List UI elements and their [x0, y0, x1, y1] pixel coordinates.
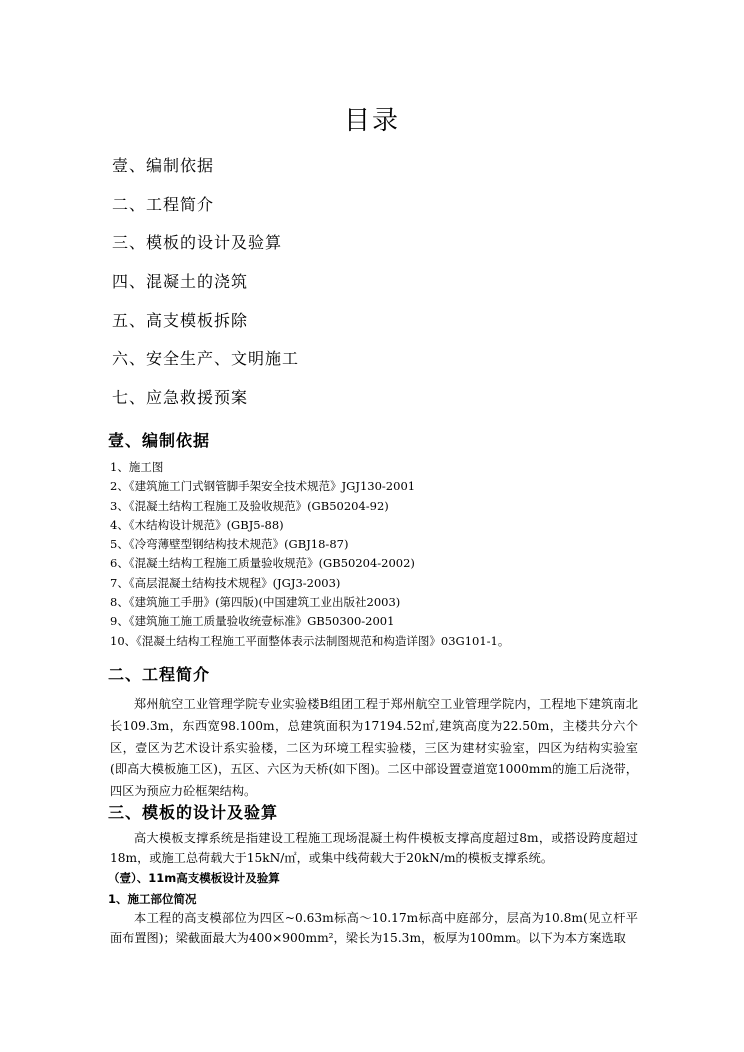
subsubsection-heading: 1、施工部位简况	[108, 892, 197, 906]
section-heading-design: 三、模板的设计及验算	[108, 803, 279, 822]
subsection-heading: （壹）、11m高支模板设计及验算	[108, 871, 280, 885]
reference-item: 10、《混凝土结构工程施工平面整体表示法制图规范和构造详图》03G101-1。	[110, 633, 510, 648]
design-paragraph: 高大模板支撑系统是指建设工程施工现场混凝土构件模板支撑高度超过8m，或搭设跨度超过18m，或施工总荷载大于15kN/㎡，或集中线荷载大于20kN/m的模板支撑系统。	[110, 831, 638, 865]
reference-item: 2、《建筑施工门式钢管脚手架安全技术规范》JGJ130-2001	[110, 479, 416, 494]
toc-item[interactable]: 七、应急救援预案	[112, 388, 249, 408]
section-heading-basis: 壹、编制依据	[108, 431, 211, 450]
page-title: 目录	[343, 106, 400, 136]
toc-item[interactable]: 五、高支模板拆除	[112, 310, 249, 330]
reference-item: 5、《冷弯薄壁型钢结构技术规范》(GBJ18-87)	[110, 537, 349, 552]
toc-item[interactable]: 四、混凝土的浇筑	[112, 272, 249, 292]
reference-list	[110, 459, 509, 652]
table-of-contents	[112, 154, 299, 425]
reference-item: 1、施工图	[110, 460, 164, 474]
reference-item: 6、《混凝土结构工程施工质量验收规范》(GB50204-2002)	[110, 556, 415, 571]
reference-item: 8、《建筑施工手册》(第四版)(中国建筑工业出版社2003)	[110, 595, 401, 610]
toc-item[interactable]: 二、工程简介	[112, 194, 215, 214]
toc-item[interactable]: 六、安全生产、文明施工	[112, 349, 300, 369]
overview-paragraph: 郑州航空工业管理学院专业实验楼B组团工程于郑州航空工业管理学院内，工程地下建筑南北长109.3m，东西宽98.100m，总建筑面积为17194.52㎡,建筑高度为22.50m，主楼共分六个区，壹区为艺术设计系实验楼，二区为环境工程实验楼，三区为建材实验室，四区为结构实验室(即高大模板施工区)，五区、六区为天桥(如下图)。二区中部设置壹道宽1000mm的施工后浇带，四区为预应力砼框架结构。	[110, 697, 638, 799]
site-paragraph: 本工程的高支模部位为四区~0.63m标高～10.17m标高中庭部分，层高为10.8m(见立杆平面布置图)；梁截面最大为400×900mm²，梁长为15.3m，板厚为100mm。以下为本方案选取	[110, 911, 638, 945]
toc-item[interactable]: 三、模板的设计及验算	[112, 233, 283, 253]
reference-item: 9、《建筑施工施工质量验收统壹标准》GB50300-2001	[110, 614, 395, 629]
reference-item: 7、《高层混凝土结构技术规程》(JGJ3-2003)	[110, 575, 341, 590]
section-heading-overview: 二、工程简介	[108, 665, 211, 684]
toc-item[interactable]: 壹、编制依据	[112, 156, 215, 175]
reference-item: 4、《木结构设计规范》(GBJ5-88)	[110, 517, 284, 532]
reference-item: 3、《混凝土结构工程施工及验收规范》(GB50204-92)	[110, 498, 389, 513]
